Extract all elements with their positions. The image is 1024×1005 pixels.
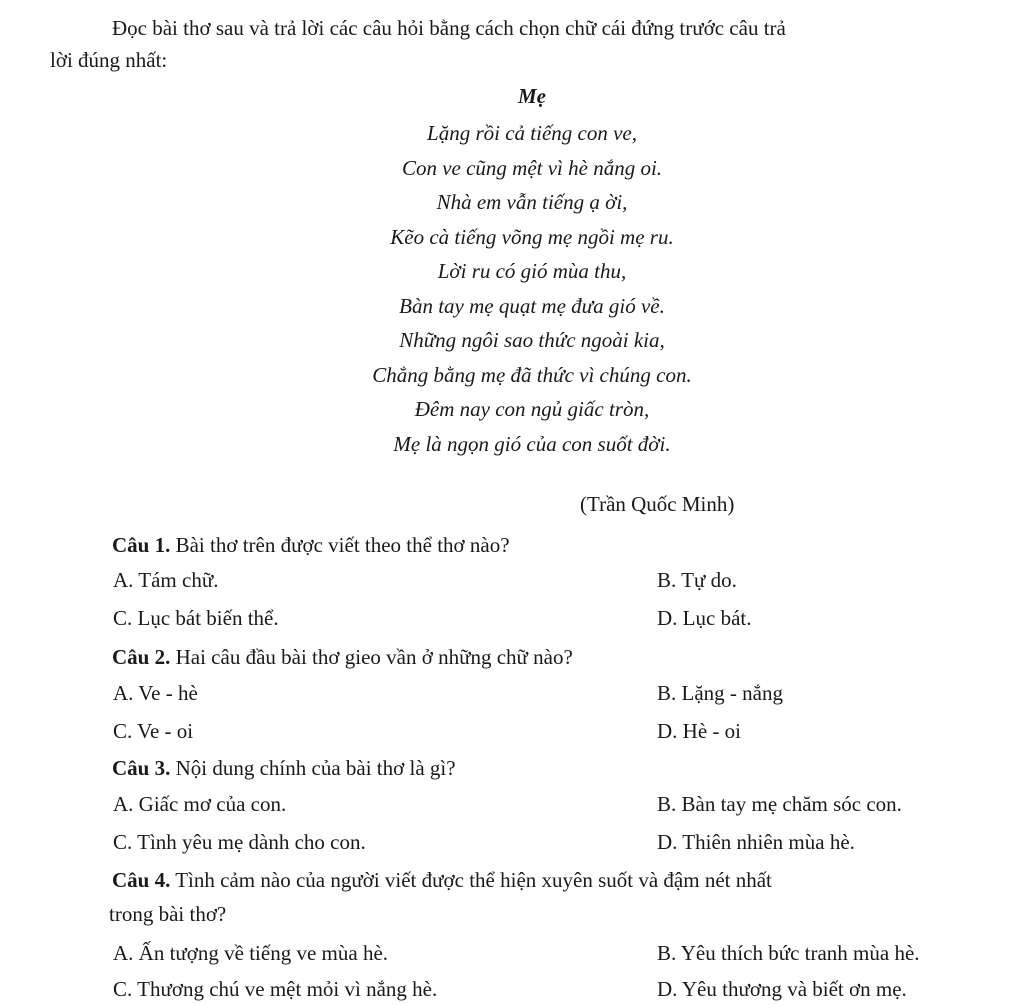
poem-line: Chẳng bằng mẹ đã thức vì chúng con.	[372, 362, 692, 387]
poem-line: Lặng rồi cả tiếng con ve,	[427, 121, 637, 145]
question-text: Bài thơ trên được viết theo thể thơ nào?	[170, 533, 510, 557]
question-1-option-b[interactable]: B. Tự do.	[657, 568, 737, 592]
instructions	[50, 12, 1024, 76]
question-3	[112, 756, 1012, 781]
question-number: Câu 2.	[112, 645, 171, 669]
question-text: Nội dung chính của bài thơ là gì?	[170, 756, 456, 780]
question-3-option-d[interactable]: D. Thiên nhiên mùa hè.	[657, 830, 855, 854]
question-3-option-c[interactable]: C. Tình yêu mẹ dành cho con.	[113, 830, 366, 854]
question-3-option-b[interactable]: B. Bàn tay mẹ chăm sóc con.	[657, 792, 902, 816]
poem-author: (Trần Quốc Minh)	[580, 492, 735, 516]
question-2-option-a[interactable]: A. Ve - hè	[113, 681, 198, 705]
question-4-option-b[interactable]: B. Yêu thích bức tranh mùa hè.	[657, 941, 920, 965]
poem-line: Đêm nay con ngủ giấc tròn,	[414, 397, 650, 421]
question-4-option-d[interactable]: D. Yêu thương và biết ơn mẹ.	[657, 977, 907, 1001]
question-2-option-d[interactable]: D. Hè - oi	[657, 719, 741, 743]
poem-line: Bàn tay mẹ quạt mẹ đưa gió về.	[399, 293, 665, 318]
poem-line: Nhà em vẫn tiếng ạ ời,	[436, 190, 628, 214]
instructions-line-1: Đọc bài thơ sau và trả lời các câu hỏi bằng cách chọn chữ cái đứng trước câu trả	[112, 16, 786, 40]
question-2-option-c[interactable]: C. Ve - oi	[113, 719, 194, 743]
question-4-continued	[109, 902, 1009, 927]
instructions-line-2: lời đúng nhất:	[50, 48, 168, 72]
question-text: Tình cảm nào của người viết được thể hiện xuyên suốt và đậm nét nhất	[170, 868, 772, 892]
poem-title: Mẹ	[518, 84, 546, 108]
question-1-option-c[interactable]: C. Lục bát biến thể.	[113, 606, 279, 630]
question-1-option-a[interactable]: A. Tám chữ.	[113, 568, 219, 592]
question-4	[112, 868, 1012, 893]
question-1-option-d[interactable]: D. Lục bát.	[657, 606, 752, 630]
question-4-option-a[interactable]: A. Ấn tượng về tiếng ve mùa hè.	[113, 941, 389, 965]
poem-line: Kẽo cà tiếng võng mẹ ngồi mẹ ru.	[390, 224, 674, 249]
question-4-option-c[interactable]: C. Thương chú ve mệt mỏi vì nắng hè.	[113, 977, 438, 1001]
question-2-option-b[interactable]: B. Lặng - nắng	[657, 681, 783, 705]
question-1	[112, 533, 1012, 558]
poem-line: Lời ru có gió mùa thu,	[437, 259, 627, 283]
question-text-continued: trong bài thơ?	[109, 902, 227, 926]
question-3-option-a[interactable]: A. Giấc mơ của con.	[113, 792, 287, 816]
poem-line: Con ve cũng mệt vì hè nắng oi.	[401, 155, 663, 180]
poem-line: Mẹ là ngọn gió của con suốt đời.	[393, 431, 671, 456]
question-number: Câu 3.	[112, 756, 171, 780]
poem-body	[0, 116, 1024, 461]
question-text: Hai câu đầu bài thơ gieo vần ở những chữ nào?	[170, 645, 573, 669]
question-number: Câu 4.	[112, 868, 171, 892]
question-number: Câu 1.	[112, 533, 171, 557]
poem-line: Những ngôi sao thức ngoài kia,	[399, 328, 665, 352]
question-2	[112, 645, 1012, 670]
